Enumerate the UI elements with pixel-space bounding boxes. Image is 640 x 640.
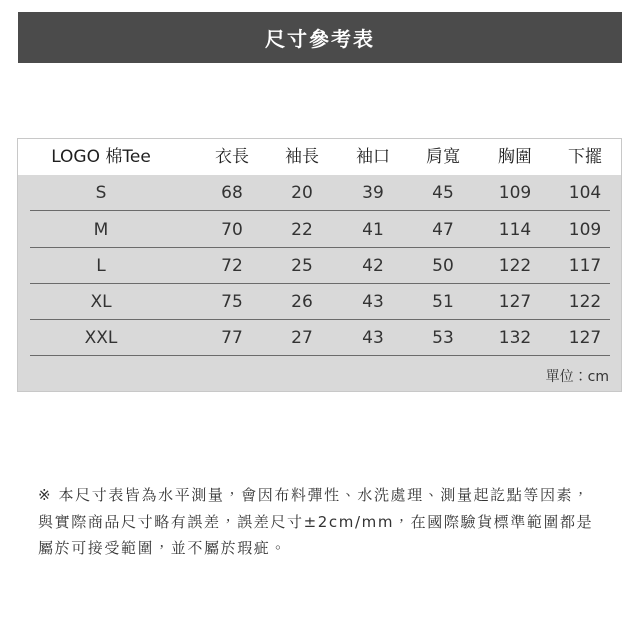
- cell-length: 72: [221, 256, 243, 276]
- cell-chest: 109: [498, 183, 532, 203]
- cell-sleeve-length: 25: [291, 256, 313, 276]
- table-header-row: [18, 139, 621, 175]
- cell-hem: 127: [568, 328, 602, 348]
- cell-chest: 132: [498, 328, 532, 348]
- cell-chest: 122: [498, 256, 532, 276]
- cell-hem: 109: [568, 220, 602, 240]
- cell-length: 68: [221, 183, 243, 203]
- cell-shoulder-width: 47: [432, 220, 454, 240]
- column-header-cuff: 袖口: [356, 147, 390, 167]
- size-chart-table: [17, 138, 622, 392]
- cell-length: 77: [221, 328, 243, 348]
- size-label: S: [95, 183, 107, 203]
- page-title: 尺寸參考表: [265, 27, 375, 51]
- table-row: [18, 212, 621, 248]
- note-line: 與實際商品尺寸略有誤差，誤差尺寸±2cm/mm，在國際驗貨標準範圍都是: [38, 512, 594, 531]
- cell-length: 70: [221, 220, 243, 240]
- cell-sleeve-length: 20: [291, 183, 313, 203]
- table-row: [18, 320, 621, 356]
- column-header-length: 衣長: [215, 147, 249, 167]
- cell-shoulder-width: 53: [432, 328, 454, 348]
- size-label: XL: [90, 292, 112, 312]
- cell-shoulder-width: 50: [432, 256, 454, 276]
- cell-hem: 104: [568, 183, 602, 203]
- cell-cuff: 41: [362, 220, 384, 240]
- cell-cuff: 42: [362, 256, 384, 276]
- table-row: [18, 248, 621, 284]
- cell-cuff: 43: [362, 292, 384, 312]
- title-bar: [18, 12, 622, 63]
- cell-sleeve-length: 22: [291, 220, 313, 240]
- cell-sleeve-length: 26: [291, 292, 313, 312]
- column-header-product: LOGO 棉Tee: [51, 147, 151, 167]
- cell-hem: 122: [568, 292, 602, 312]
- cell-hem: 117: [568, 256, 602, 276]
- cell-cuff: 39: [362, 183, 384, 203]
- size-label: M: [93, 220, 109, 240]
- cell-chest: 127: [498, 292, 532, 312]
- column-header-hem: 下擺: [568, 147, 602, 167]
- cell-cuff: 43: [362, 328, 384, 348]
- disclaimer-note: [38, 482, 604, 562]
- unit-label: 單位：cm: [545, 369, 609, 385]
- cell-sleeve-length: 27: [291, 328, 313, 348]
- column-header-sleeve-length: 袖長: [285, 147, 319, 167]
- cell-shoulder-width: 51: [432, 292, 454, 312]
- size-label: XXL: [84, 328, 118, 348]
- size-label: L: [96, 256, 106, 276]
- note-line: 屬於可接受範圍，並不屬於瑕疵。: [38, 539, 288, 557]
- note-line: ※ 本尺寸表皆為水平測量，會因布料彈性、水洗處理、測量起訖點等因素，: [38, 486, 590, 504]
- column-header-chest: 胸圍: [498, 147, 532, 167]
- column-header-shoulder-width: 肩寬: [426, 147, 460, 167]
- table-row: [18, 284, 621, 320]
- cell-length: 75: [221, 292, 243, 312]
- table-row: [18, 175, 621, 211]
- cell-chest: 114: [498, 220, 532, 240]
- cell-shoulder-width: 45: [432, 183, 454, 203]
